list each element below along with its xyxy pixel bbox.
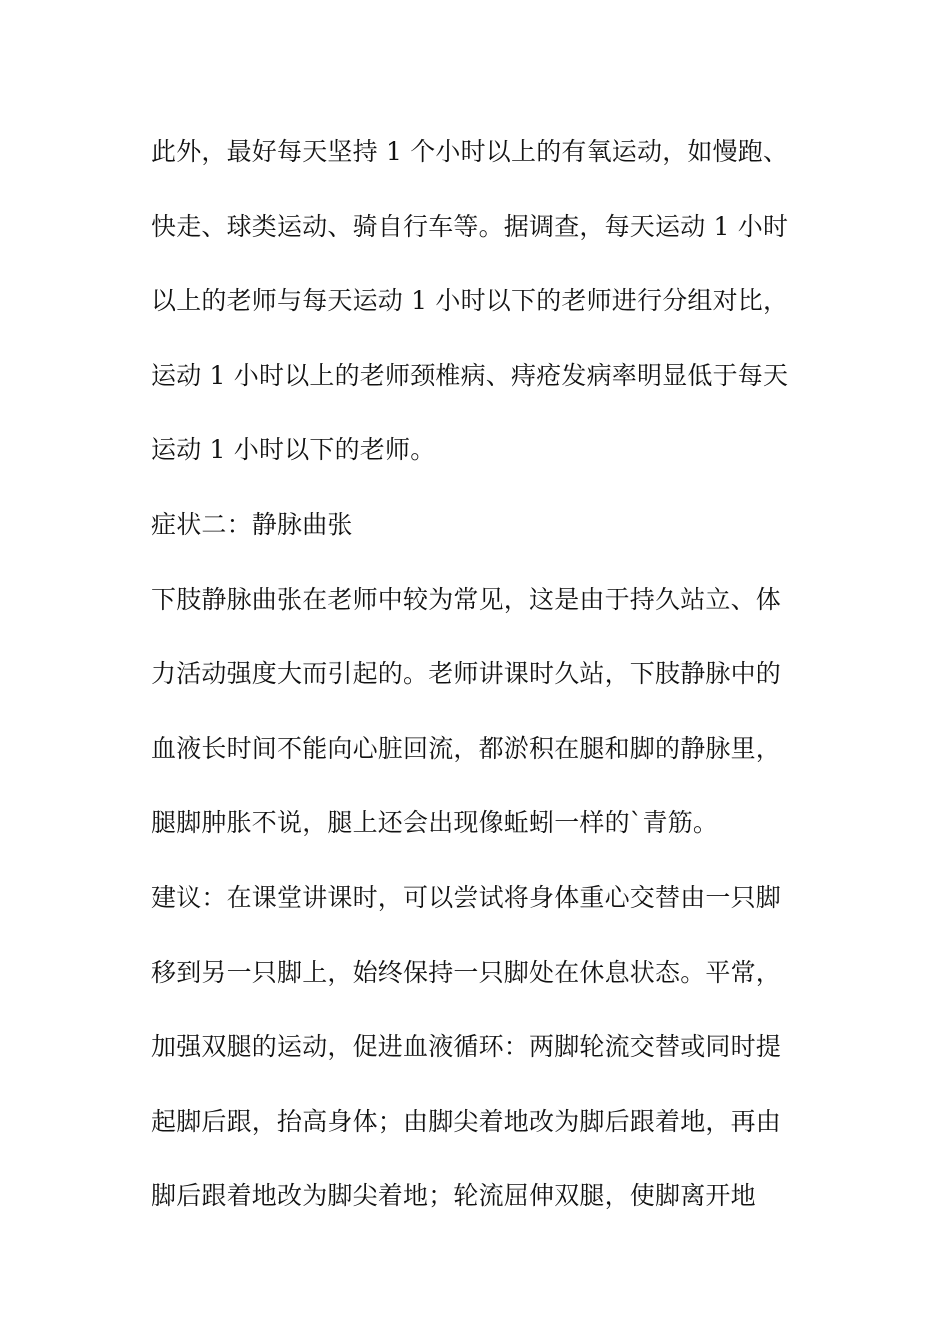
paragraph-line: 以上的老师与每天运动 1 小时以下的老师进行分组对比， xyxy=(151,286,789,316)
paragraph-line: 脚后跟着地改为脚尖着地；轮流屈伸双腿，使脚离开地 xyxy=(151,1181,756,1211)
paragraph-line: 血液长时间不能向心脏回流，都淤积在腿和脚的静脉里， xyxy=(151,733,782,763)
paragraph-line: 下肢静脉曲张在老师中较为常见，这是由于持久站立、体 xyxy=(151,584,782,614)
paragraph-line: 建议：在课堂讲课时，可以尝试将身体重心交替由一只脚 xyxy=(151,882,782,912)
paragraph-line: 移到另一只脚上，始终保持一只脚处在休息状态。平常， xyxy=(151,957,782,987)
paragraph-line: 起脚后跟，抬高身体；由脚尖着地改为脚后跟着地，再由 xyxy=(151,1106,782,1136)
paragraph-line: 力活动强度大而引起的。老师讲课时久站，下肢静脉中的 xyxy=(151,659,782,689)
paragraph-line: 此外，最好每天坚持 1 个小时以上的有氧运动，如慢跑、 xyxy=(151,137,789,166)
paragraph-line: 腿脚肿胀不说，腿上还会出现像蚯蚓一样的`青筋。 xyxy=(151,808,719,838)
document-body xyxy=(151,130,796,1249)
section-heading: 症状二：静脉曲张 xyxy=(151,509,353,539)
paragraph-line: 运动 1 小时以下的老师。 xyxy=(151,435,436,465)
paragraph-line: 快走、球类运动、骑自行车等。据调查，每天运动 1 小时 xyxy=(151,211,789,241)
paragraph-line: 运动 1 小时以上的老师颈椎病、痔疮发病率明显低于每天 xyxy=(151,360,789,390)
paragraph-line: 加强双腿的运动，促进血液循环：两脚轮流交替或同时提 xyxy=(151,1032,782,1062)
